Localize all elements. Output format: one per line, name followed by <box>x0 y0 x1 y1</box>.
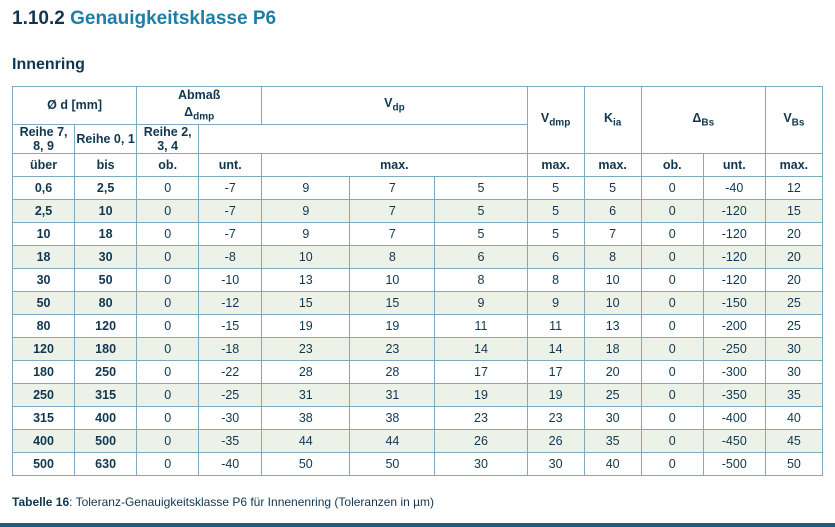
cell-dbs_ob: 0 <box>641 176 703 199</box>
cell-dbs_unt: -300 <box>703 360 765 383</box>
cell-dbs_ob: 0 <box>641 291 703 314</box>
cell-vdp789: 50 <box>262 452 350 475</box>
table-body <box>13 176 823 475</box>
cell-bis: 30 <box>75 245 137 268</box>
cell-ueber: 10 <box>13 222 75 245</box>
cell-vdp789: 44 <box>262 429 350 452</box>
cell-bis: 180 <box>75 337 137 360</box>
cell-dbs_unt: -250 <box>703 337 765 360</box>
cell-dbs_ob: 0 <box>641 337 703 360</box>
cell-vbs: 20 <box>765 245 822 268</box>
table-row <box>13 176 823 199</box>
cell-vdmp: 6 <box>527 245 584 268</box>
subheader-kia-max: max. <box>584 153 641 176</box>
subheader-unt: unt. <box>199 153 262 176</box>
cell-ob: 0 <box>137 429 199 452</box>
cell-kia: 8 <box>584 245 641 268</box>
cell-unt: -8 <box>199 245 262 268</box>
cell-vdp234: 30 <box>435 452 527 475</box>
header-kia: $K_{ia}$ <box>584 87 641 154</box>
cell-vdmp: 17 <box>527 360 584 383</box>
cell-unt: -18 <box>199 337 262 360</box>
subheader-vbs-max: max. <box>765 153 822 176</box>
cell-vdmp: 5 <box>527 222 584 245</box>
cell-kia: 35 <box>584 429 641 452</box>
cell-kia: 20 <box>584 360 641 383</box>
cell-vdp01: 23 <box>350 337 435 360</box>
cell-kia: 25 <box>584 383 641 406</box>
cell-vdmp: 23 <box>527 406 584 429</box>
cell-vdmp: 30 <box>527 452 584 475</box>
cell-vdp234: 5 <box>435 176 527 199</box>
cell-vdp789: 15 <box>262 291 350 314</box>
cell-vdp01: 28 <box>350 360 435 383</box>
cell-vdp789: 31 <box>262 383 350 406</box>
cell-vbs: 40 <box>765 406 822 429</box>
cell-kia: 13 <box>584 314 641 337</box>
cell-vbs: 45 <box>765 429 822 452</box>
cell-ueber: 120 <box>13 337 75 360</box>
cell-dbs_ob: 0 <box>641 429 703 452</box>
cell-unt: -10 <box>199 268 262 291</box>
cell-dbs_unt: -40 <box>703 176 765 199</box>
bottom-rule <box>0 523 835 527</box>
cell-vdp01: 7 <box>350 176 435 199</box>
cell-ueber: 2,5 <box>13 199 75 222</box>
cell-dbs_unt: -400 <box>703 406 765 429</box>
cell-unt: -7 <box>199 199 262 222</box>
cell-ob: 0 <box>137 337 199 360</box>
cell-vdmp: 26 <box>527 429 584 452</box>
cell-vbs: 30 <box>765 360 822 383</box>
table-row <box>13 337 823 360</box>
cell-dbs_unt: -200 <box>703 314 765 337</box>
header-reihe-234: Reihe 2, 3, 4 <box>137 124 199 153</box>
cell-vdp01: 10 <box>350 268 435 291</box>
cell-kia: 30 <box>584 406 641 429</box>
cell-unt: -12 <box>199 291 262 314</box>
cell-vdp234: 26 <box>435 429 527 452</box>
cell-vdp01: 44 <box>350 429 435 452</box>
cell-vdmp: 8 <box>527 268 584 291</box>
cell-dbs_unt: -120 <box>703 199 765 222</box>
cell-vdp01: 7 <box>350 199 435 222</box>
cell-kia: 7 <box>584 222 641 245</box>
cell-vdp01: 15 <box>350 291 435 314</box>
header-vdp: $V_{dp}$ <box>262 87 527 125</box>
cell-bis: 2,5 <box>75 176 137 199</box>
cell-ueber: 250 <box>13 383 75 406</box>
cell-unt: -35 <box>199 429 262 452</box>
cell-ob: 0 <box>137 360 199 383</box>
table-row <box>13 245 823 268</box>
cell-dbs_unt: -500 <box>703 452 765 475</box>
cell-ob: 0 <box>137 452 199 475</box>
cell-ob: 0 <box>137 406 199 429</box>
cell-vdp789: 38 <box>262 406 350 429</box>
cell-vbs: 20 <box>765 222 822 245</box>
cell-dbs_ob: 0 <box>641 383 703 406</box>
cell-bis: 315 <box>75 383 137 406</box>
cell-unt: -22 <box>199 360 262 383</box>
cell-vdp01: 31 <box>350 383 435 406</box>
page-title-text: Genauigkeitsklasse P6 <box>70 8 277 29</box>
cell-vbs: 25 <box>765 314 822 337</box>
table-row <box>13 314 823 337</box>
cell-vdp234: 17 <box>435 360 527 383</box>
cell-kia: 5 <box>584 176 641 199</box>
cell-vdp01: 50 <box>350 452 435 475</box>
caption-text: : Toleranz-Genauigkeitsklasse P6 für Innenenring (Toleranzen in µm) <box>69 495 435 509</box>
cell-unt: -7 <box>199 176 262 199</box>
subheader-dbs-unt: unt. <box>703 153 765 176</box>
table-row <box>13 452 823 475</box>
cell-ob: 0 <box>137 245 199 268</box>
cell-ueber: 18 <box>13 245 75 268</box>
cell-vdp234: 14 <box>435 337 527 360</box>
cell-bis: 500 <box>75 429 137 452</box>
cell-ueber: 315 <box>13 406 75 429</box>
cell-dbs_ob: 0 <box>641 268 703 291</box>
section-title: Innenring <box>12 56 85 73</box>
table-row <box>13 383 823 406</box>
cell-vbs: 25 <box>765 291 822 314</box>
cell-ob: 0 <box>137 383 199 406</box>
cell-vdp01: 8 <box>350 245 435 268</box>
cell-vdp01: 19 <box>350 314 435 337</box>
cell-dbs_unt: -350 <box>703 383 765 406</box>
cell-vdp789: 10 <box>262 245 350 268</box>
cell-dbs_ob: 0 <box>641 406 703 429</box>
cell-ueber: 80 <box>13 314 75 337</box>
header-reihe-01: Reihe 0, 1 <box>75 124 137 153</box>
table-row <box>13 291 823 314</box>
cell-ob: 0 <box>137 199 199 222</box>
cell-ueber: 400 <box>13 429 75 452</box>
cell-vdmp: 14 <box>527 337 584 360</box>
table-row <box>13 222 823 245</box>
cell-vbs: 30 <box>765 337 822 360</box>
cell-dbs_unt: -120 <box>703 222 765 245</box>
cell-ueber: 30 <box>13 268 75 291</box>
page-title <box>12 8 276 30</box>
table-row <box>13 406 823 429</box>
cell-vdp789: 23 <box>262 337 350 360</box>
cell-vdp234: 9 <box>435 291 527 314</box>
cell-ob: 0 <box>137 222 199 245</box>
table-row <box>13 429 823 452</box>
cell-vdp234: 11 <box>435 314 527 337</box>
cell-vdp234: 23 <box>435 406 527 429</box>
cell-dbs_unt: -150 <box>703 291 765 314</box>
cell-dbs_unt: -450 <box>703 429 765 452</box>
cell-bis: 630 <box>75 452 137 475</box>
cell-bis: 120 <box>75 314 137 337</box>
header-row-main <box>13 87 823 125</box>
cell-ob: 0 <box>137 268 199 291</box>
page-title-number: 1.10.2 <box>12 8 65 29</box>
cell-bis: 250 <box>75 360 137 383</box>
cell-vdp789: 19 <box>262 314 350 337</box>
cell-vdp234: 5 <box>435 199 527 222</box>
cell-kia: 18 <box>584 337 641 360</box>
cell-unt: -15 <box>199 314 262 337</box>
cell-ob: 0 <box>137 176 199 199</box>
cell-vdp789: 13 <box>262 268 350 291</box>
cell-vdp234: 6 <box>435 245 527 268</box>
cell-vdp01: 7 <box>350 222 435 245</box>
cell-dbs_unt: -120 <box>703 245 765 268</box>
cell-unt: -7 <box>199 222 262 245</box>
tolerance-table <box>12 86 823 476</box>
cell-vdp234: 5 <box>435 222 527 245</box>
subheader-bis: bis <box>75 153 137 176</box>
cell-vdp789: 9 <box>262 199 350 222</box>
cell-kia: 10 <box>584 268 641 291</box>
cell-bis: 80 <box>75 291 137 314</box>
header-diameter-label: Ø d [mm] <box>47 98 102 112</box>
header-vbs: $V_{Bs}$ <box>765 87 822 154</box>
cell-vbs: 50 <box>765 452 822 475</box>
table-header <box>13 87 823 177</box>
header-row-sub <box>13 153 823 176</box>
cell-kia: 6 <box>584 199 641 222</box>
header-reihe-789: Reihe 7, 8, 9 <box>13 124 75 153</box>
header-diameter <box>13 87 137 125</box>
cell-vbs: 15 <box>765 199 822 222</box>
subheader-ob: ob. <box>137 153 199 176</box>
cell-ueber: 0,6 <box>13 176 75 199</box>
cell-dbs_ob: 0 <box>641 245 703 268</box>
cell-dbs_ob: 0 <box>641 452 703 475</box>
table-row <box>13 360 823 383</box>
cell-dbs_ob: 0 <box>641 222 703 245</box>
subheader-vdp-max: max. <box>262 153 527 176</box>
table-caption <box>12 495 434 509</box>
table-row <box>13 199 823 222</box>
cell-dbs_unt: -120 <box>703 268 765 291</box>
table-row <box>13 268 823 291</box>
cell-ob: 0 <box>137 291 199 314</box>
cell-ueber: 50 <box>13 291 75 314</box>
cell-unt: -30 <box>199 406 262 429</box>
cell-vdp234: 8 <box>435 268 527 291</box>
cell-vdmp: 11 <box>527 314 584 337</box>
header-vdmp: $V_{dmp}$ <box>527 87 584 154</box>
header-dbs: $\Delta_{Bs}$ <box>641 87 765 154</box>
cell-bis: 10 <box>75 199 137 222</box>
cell-unt: -25 <box>199 383 262 406</box>
subheader-ueber: über <box>13 153 75 176</box>
cell-vdp789: 9 <box>262 222 350 245</box>
cell-vdmp: 5 <box>527 199 584 222</box>
cell-kia: 10 <box>584 291 641 314</box>
cell-vbs: 12 <box>765 176 822 199</box>
cell-bis: 400 <box>75 406 137 429</box>
cell-unt: -40 <box>199 452 262 475</box>
cell-dbs_ob: 0 <box>641 360 703 383</box>
header-abmass-symbol: $\Delta_{dmp}$ <box>184 104 215 123</box>
cell-ueber: 180 <box>13 360 75 383</box>
cell-kia: 40 <box>584 452 641 475</box>
subheader-vdmp-max: max. <box>527 153 584 176</box>
cell-bis: 50 <box>75 268 137 291</box>
subheader-dbs-ob: ob. <box>641 153 703 176</box>
cell-vbs: 35 <box>765 383 822 406</box>
header-abmass <box>137 87 262 125</box>
cell-dbs_ob: 0 <box>641 314 703 337</box>
cell-bis: 18 <box>75 222 137 245</box>
cell-vdp01: 38 <box>350 406 435 429</box>
cell-ueber: 500 <box>13 452 75 475</box>
cell-vdp789: 28 <box>262 360 350 383</box>
cell-dbs_ob: 0 <box>641 199 703 222</box>
header-abmass-label: Abmaß <box>178 88 221 102</box>
cell-ob: 0 <box>137 314 199 337</box>
cell-vdmp: 5 <box>527 176 584 199</box>
cell-vdmp: 19 <box>527 383 584 406</box>
cell-vdmp: 9 <box>527 291 584 314</box>
cell-vdp234: 19 <box>435 383 527 406</box>
cell-vdp789: 9 <box>262 176 350 199</box>
cell-vbs: 20 <box>765 268 822 291</box>
caption-label: Tabelle 16 <box>12 495 70 509</box>
